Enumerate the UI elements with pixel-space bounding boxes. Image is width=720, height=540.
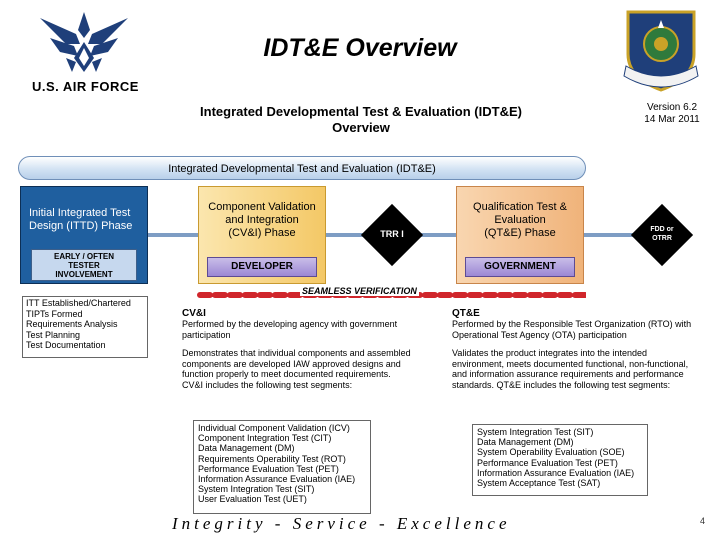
list-item: Information Assurance Evaluation (IAE)	[198, 474, 356, 485]
list-item: Data Management (DM)	[198, 443, 295, 454]
qte-phase-line3: (QT&E) Phase	[484, 227, 556, 239]
list-item: System Acceptance Test (SAT)	[477, 478, 601, 489]
cvi-phase-line2: and Integration	[225, 214, 299, 226]
qte-section	[452, 308, 700, 390]
cvi-heading: CV&I	[182, 308, 206, 319]
list-item: Data Management (DM)	[477, 437, 574, 448]
list-item: Performance Evaluation Test (PET)	[477, 457, 618, 468]
cvi-phase-label	[199, 201, 325, 240]
list-item: TIPTs Formed	[26, 308, 83, 319]
ittd-activity-list	[22, 296, 148, 358]
qte-phase-box	[456, 186, 584, 284]
fdd-line2: OTRR	[652, 235, 672, 242]
qte-phase-line2: Evaluation	[494, 214, 546, 226]
list-item: Individual Component Validation (ICV)	[198, 423, 350, 433]
developer-box: DEVELOPER	[207, 257, 317, 277]
version-info	[632, 102, 712, 126]
list-item: Test Documentation	[26, 340, 106, 350]
cvi-performed-by: Performed by the developing agency with government participation	[182, 319, 398, 340]
qte-description: Validates the product integrates into the intended environment, meets documented functional, non-functional, and information assurance requirements and performance standards. QT&E includes the following test segments:	[452, 348, 689, 390]
air-force-logo	[36, 8, 132, 76]
trr-milestone-label: TRR I	[380, 229, 404, 239]
list-item: User Evaluation Test (UET)	[198, 494, 307, 505]
ittd-phase-label: Initial Integrated Test Design (ITTD) Phase	[29, 207, 133, 232]
page-number: 4	[700, 516, 706, 526]
list-item: Requirements Operability Test (ROT)	[198, 453, 346, 464]
list-item: Performance Evaluation Test (PET)	[198, 463, 339, 474]
diagram-title-line1: Integrated Developmental Test & Evaluation (IDT&E)	[200, 104, 522, 119]
fdd-line1: FDD or	[650, 226, 674, 233]
qte-phase-label	[457, 201, 583, 240]
seamless-verification-label: SEAMLESS VERIFICATION	[302, 286, 417, 296]
cvi-phase-line3: (CV&I) Phase	[228, 227, 296, 239]
tester-involvement-line2: TESTER	[68, 261, 100, 270]
list-item: Test Planning	[26, 329, 81, 340]
brand-text: U.S. AIR FORCE	[32, 79, 139, 94]
connector-ittd-cvi	[148, 233, 198, 237]
diagram-title	[176, 104, 546, 136]
version-number: Version 6.2	[646, 102, 698, 113]
qte-heading: QT&E	[452, 308, 480, 319]
ittd-phase-box	[20, 186, 148, 284]
list-item: ITT Established/Chartered	[26, 298, 131, 308]
list-item: System Integration Test (SIT)	[477, 427, 594, 437]
qte-phase-line1: Qualification Test &	[473, 201, 567, 213]
tester-involvement-line1: EARLY / OFTEN	[53, 252, 114, 261]
cvi-section	[182, 308, 414, 390]
idte-top-bar: Integrated Developmental Test and Evaluation (IDT&E)	[18, 156, 586, 180]
tester-involvement-box	[31, 249, 137, 281]
cvi-phase-line1: Component Validation	[208, 201, 316, 213]
diagram-title-line2: Overview	[332, 120, 390, 135]
qte-performed-by: Performed by the Responsible Test Organization (RTO) with Operational Test Agency (OTA) participation	[452, 319, 692, 340]
tester-involvement-line3: INVOLVEMENT	[55, 270, 113, 279]
qte-segment-list	[472, 424, 648, 496]
slide-footer: Integrity - Service - Excellence	[172, 514, 511, 533]
list-item: Component Integration Test (CIT)	[198, 433, 332, 444]
cvi-segment-list	[193, 420, 371, 514]
cvi-description: Demonstrates that individual components and assembled components are developed IAW approved designs and function properly to meet documented requirements. CV&I includes the following test segments:	[182, 348, 411, 390]
list-item: System Integration Test (SIT)	[198, 484, 315, 495]
version-date: 14 Mar 2011	[644, 114, 700, 125]
list-item: System Operability Evaluation (SOE)	[477, 447, 625, 458]
esc-shield-logo	[620, 6, 702, 94]
fdd-milestone-label	[640, 225, 684, 243]
list-item: Information Assurance Evaluation (IAE)	[477, 467, 635, 478]
list-item: Requirements Analysis	[26, 319, 118, 329]
government-box: GOVERNMENT	[465, 257, 575, 277]
cvi-phase-box	[198, 186, 326, 284]
slide-title: IDT&E Overview	[263, 34, 457, 62]
